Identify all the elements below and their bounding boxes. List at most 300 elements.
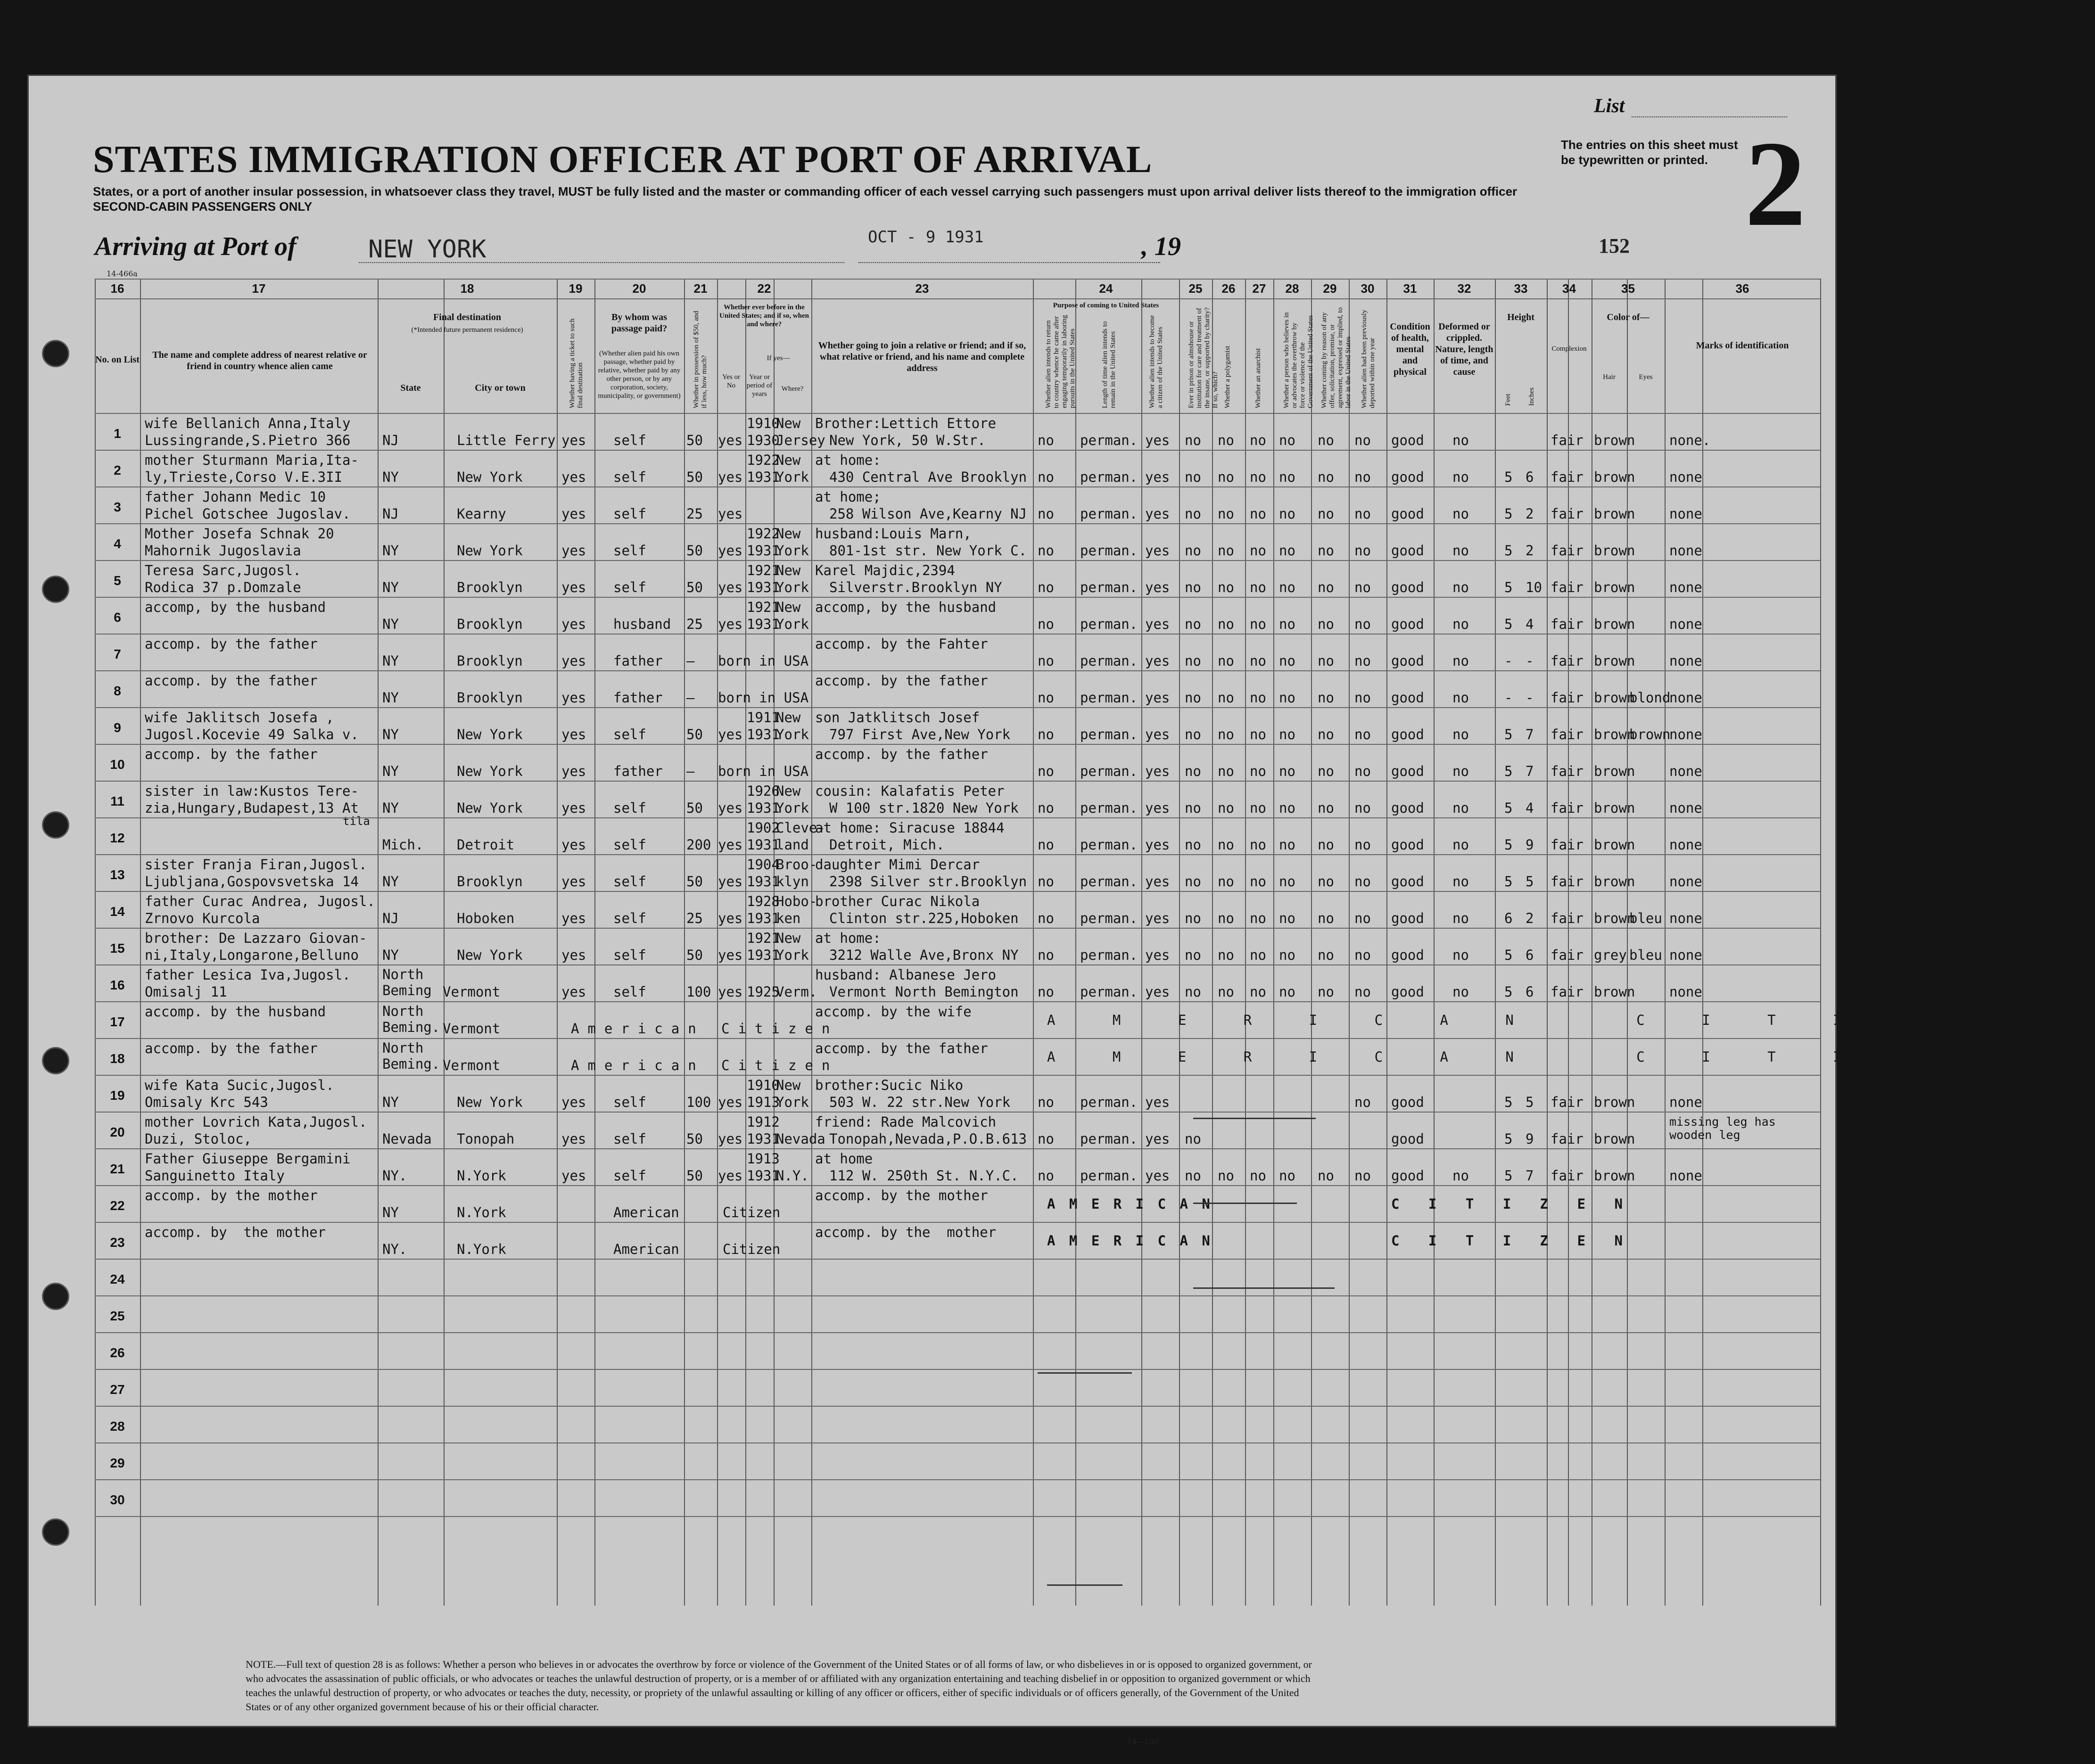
anarch-value: no [1250,1168,1266,1184]
citizen-value: yes [1145,984,1170,1000]
join-line: cousin: Kalafatis Peter [815,783,1005,799]
marks-value: none [1669,616,1702,632]
column-number: 17 [252,281,266,296]
column-number: 22 [757,281,771,296]
years-value: 1931 [747,579,780,595]
inches-value: 6 [1526,947,1534,963]
prison-value: no [1185,653,1201,669]
relative-line: accomp. by the mother [145,1187,318,1203]
row-number: 2 [114,463,121,478]
hair-value: brown [1594,763,1635,779]
row-number: 29 [110,1456,125,1470]
row-number: 25 [110,1309,125,1323]
prison-value: no [1185,469,1201,485]
col-header-yesno: Yes or No [722,373,741,389]
q28-value: no [1279,763,1295,779]
relative-line: mother Lovrich Kata,Jugosl. [145,1114,367,1130]
year-label: , 19 [1141,232,1181,261]
hair-value: brown [1594,506,1635,522]
join-line: 503 W. 22 str.New York [829,1094,1011,1110]
join-line: 258 Wilson Ave,Kearny NJ [829,506,1027,522]
deformed-value: no [1452,984,1469,1000]
row-number: 13 [110,867,125,882]
money-value: 200 [686,837,711,853]
destination-state: NY [382,1204,399,1220]
where-value: York [776,543,809,559]
col-header-passage: By whom was passage paid? [611,312,668,334]
destination-city: Brooklyn [457,690,523,706]
destination-city: Detroit [457,837,515,853]
join-line: Clinton str.225,Hoboken [829,910,1019,926]
relative-line: brother: De Lazzaro Giovan- [145,930,367,946]
col-header-polygamist: Whether a polygamist [1224,346,1231,408]
where-value: York [776,1094,809,1110]
q30-value: no [1354,910,1371,926]
years-value: 1931 [747,874,780,890]
ticket-value: yes [561,653,586,669]
return-value: no [1038,984,1054,1000]
column-number: 24 [1099,281,1113,296]
where-value: N.Y. [776,1168,809,1184]
destination-city: Vermont [443,1021,501,1037]
before-value: yes [718,579,743,595]
marks-value: none [1669,1094,1702,1110]
q30-value: no [1354,984,1371,1000]
destination-city: New York [457,763,523,779]
complexion-value: fair [1551,543,1584,559]
destination-city: New York [457,543,523,559]
relative-line: Omisalj 11 [145,984,227,1000]
where-value: York [776,726,809,742]
page-number: 152 [1599,234,1630,257]
inches-value: 6 [1526,469,1534,485]
polyg-value: no [1218,432,1234,448]
passage-value: self [613,1168,646,1184]
eyes-value: bleu [1629,910,1662,926]
manifest-sheet [27,74,2095,1746]
marks-value: none [1669,984,1702,1000]
where-value: New [776,599,801,615]
relative-line: Sanguinetto Italy [145,1168,285,1184]
q28-value: no [1279,874,1295,890]
citizen-status: A M E R I C A N C I T I Z E N [1047,1012,2062,1028]
join-line: at home [815,1151,873,1167]
prison-value: no [1185,947,1201,963]
complexion-value: fair [1551,1168,1584,1184]
relative-line: wife Bellanich Anna,Italy [145,415,351,431]
column-number: 19 [569,281,583,296]
length-value: perman. [1080,837,1138,853]
date-stamp: OCT - 9 1931 [868,228,984,247]
deformed-value: no [1452,469,1469,485]
anarch-value: no [1250,800,1266,816]
money-value: — [686,690,695,706]
money-value: 100 [686,1094,711,1110]
ticket-value: yes [561,947,586,963]
entries-note-line: The entries on this sheet must [1561,138,1738,152]
complexion-value: fair [1551,726,1584,742]
inches-value: 7 [1526,726,1534,742]
return-value: no [1038,653,1054,669]
health-value: good [1391,1168,1424,1184]
citizen-value: yes [1145,1094,1170,1110]
col-header-before: Whether ever before in the United States; and if so, when and where? [719,304,809,328]
instruction-line: SECOND-CABIN PASSENGERS ONLY [93,199,313,214]
ticket-value: yes [561,579,586,595]
deformed-value: no [1452,432,1469,448]
prison-value: no [1185,874,1201,890]
destination-city: New York [457,1094,523,1110]
health-value: good [1391,432,1424,448]
prison-value: no [1185,432,1201,448]
join-line: Karel Majdic,2394 [815,562,955,578]
binder-hole [42,1518,69,1546]
passage-value: self [613,469,646,485]
handwritten-mark [1193,1203,1297,1204]
q30-value: no [1354,726,1371,742]
deformed-value: no [1452,616,1469,632]
destination-city: Little Ferry [457,432,556,448]
before-value: yes [718,910,743,926]
where-value: Nevada [776,1131,825,1147]
col-header-eyes: Eyes [1639,373,1653,381]
return-value: no [1038,910,1054,926]
join-line: 430 Central Ave Brooklyn [829,469,1027,485]
col-header-q28: Whether a person who believes in or advocates the overthrow by force or violence of the Government of the United States [1283,312,1314,408]
passage-value: self [613,984,646,1000]
col-header-ticket: Whether having a ticket to such final destination [569,318,584,408]
length-value: perman. [1080,506,1138,522]
before-value: yes [718,469,743,485]
deformed-value: no [1452,910,1469,926]
prison-value: no [1185,1168,1201,1184]
destination-city: N.York [457,1241,506,1257]
return-value: no [1038,469,1054,485]
q30-value: no [1354,1094,1371,1110]
polyg-value: no [1218,616,1234,632]
length-value: perman. [1080,543,1138,559]
join-line: 3212 Walle Ave,Bronx NY [829,947,1019,963]
years-value: 1931 [747,800,780,816]
join-line: son Jatklitsch Josef [815,709,980,725]
deformed-value: no [1452,543,1469,559]
inches-value: 9 [1526,1131,1534,1147]
binder-hole [42,576,69,603]
hair-value: brown [1594,726,1635,742]
q28-value: no [1279,947,1295,963]
ticket-value: yes [561,910,586,926]
col-header-where: Where? [781,385,804,393]
years-value: 1913 [747,1151,780,1167]
before-value: born in USA [718,690,809,706]
health-value: good [1391,947,1424,963]
return-value: no [1038,726,1054,742]
deformed-value: no [1452,763,1469,779]
polyg-value: no [1218,910,1234,926]
feet-value: - [1504,653,1513,669]
inches-value: 9 [1526,837,1534,853]
marks-value: none [1669,543,1702,559]
hair-value: brown [1594,543,1635,559]
marks-value: missing leg has wooden leg [1669,1115,1776,1142]
anarch-value: no [1250,616,1266,632]
row-number: 22 [110,1198,125,1213]
manifest-table [95,279,2095,1606]
column-number: 35 [1621,281,1635,296]
row-number: 9 [114,720,121,735]
entries-note [1561,137,1738,167]
col-header-complexion: Complexion [1551,345,1587,353]
binder-hole [42,1283,69,1310]
return-value: no [1038,690,1054,706]
destination-state: NY [382,763,399,779]
money-value: 50 [686,726,703,742]
q30-value: no [1354,1168,1371,1184]
where-value: New [776,452,801,468]
q28-value: no [1279,469,1295,485]
length-value: perman. [1080,579,1138,595]
inches-value: 7 [1526,1168,1534,1184]
q29-value: no [1318,947,1334,963]
complexion-value: fair [1551,432,1584,448]
money-value: 25 [686,506,703,522]
join-line: W 100 str.1820 New York [829,800,1019,816]
feet-value: 5 [1504,800,1513,816]
page-title: STATES IMMIGRATION OFFICER AT PORT OF ARRIVAL [93,138,1153,181]
where-value: New [776,562,801,578]
polyg-value: no [1218,690,1234,706]
ticket-value: yes [561,874,586,890]
where-value: York [776,616,809,632]
money-value: 50 [686,947,703,963]
column-number: 18 [460,281,474,296]
destination-city: New York [457,800,523,816]
polyg-value: no [1218,763,1234,779]
health-value: good [1391,726,1424,742]
destination-state: NJ [382,910,399,926]
money-value: 50 [686,874,703,890]
polyg-value: no [1218,469,1234,485]
before-value: yes [718,1168,743,1184]
passage-value: self [613,432,646,448]
col-header-deformed: Deformed or crippled. Nature, length of time, and cause [1435,321,1493,377]
join-line: daughter Mimi Dercar [815,857,980,873]
length-value: perman. [1080,432,1138,448]
money-value: — [686,653,695,669]
destination-city: New York [457,947,523,963]
destination-state: NY [382,469,399,485]
row-number: 23 [110,1235,125,1250]
length-value: perman. [1080,1094,1138,1110]
where-value: York [776,947,809,963]
prison-value: no [1185,690,1201,706]
where-value: New [776,930,801,946]
destination-city: N.York [457,1204,506,1220]
feet-value: 5 [1504,543,1513,559]
money-value: 50 [686,469,703,485]
years-value: 1902 [747,820,780,836]
join-line: husband:Louis Marn, [815,526,972,542]
relative-line: sister Franja Firan,Jugosl. [145,857,367,873]
q29-value: no [1318,837,1334,853]
relative-line: father Johann Medic 10 [145,489,326,505]
q30-value: no [1354,469,1371,485]
before-value: yes [718,616,743,632]
row-number: 24 [110,1272,125,1286]
q29-value: no [1318,874,1334,890]
inches-value: 2 [1526,543,1534,559]
health-value: good [1391,469,1424,485]
citizen-value: yes [1145,874,1170,890]
q28-value: no [1279,579,1295,595]
row-number: 16 [110,978,125,992]
prison-value: no [1185,800,1201,816]
handwritten-mark [1193,1287,1335,1289]
citizen-span: American Citizen [571,1057,839,1073]
health-value: good [1391,579,1424,595]
health-value: good [1391,1094,1424,1110]
citizen-status: A M E R I C A N [1047,1196,1213,1212]
join-line: 801-1st str. New York C. [829,543,1027,559]
anarch-value: no [1250,579,1266,595]
col-header-state: State [400,383,421,393]
relative-line: Lussingrande,S.Pietro 366 [145,432,351,448]
footnote: NOTE.—Full text of question 28 is as follows: Whether a person who believes in or advocates the overthrow by force or violence of the Government of the United States or of all forms of law, or who disbelieves in or is opposed to organized government, or who advocates the assassination of public officials, or who advocates or teaches the unlawful destruction of property, or is a member of or affiliated with any organization entertaining and teaching disbelief in or opposition to organized government or which teaches the unlawful destruction of property, or who advocates or teaches the duty, necessity, or propriety of the unlawful assaulting or killing of any officer or officers, either of specific individuals or of officers generally, of the Government of the United States or of any other organized government because of his or their official character. [246,1658,1312,1713]
feet-value: 5 [1504,579,1513,595]
footer-code: 14—130 [1127,1737,1159,1746]
citizen-value: yes [1145,947,1170,963]
health-value: good [1391,690,1424,706]
citizen-status: A M E R I C A N C I T I Z E N! [1047,1049,2095,1065]
citizen-value: yes [1145,910,1170,926]
column-number: 16 [110,281,124,296]
feet-value: 5 [1504,616,1513,632]
destination-city: Brooklyn [457,579,523,595]
citizen-value: yes [1145,579,1170,595]
citizen-value: yes [1145,616,1170,632]
q28-value: no [1279,506,1295,522]
where-value: Verm. [776,984,817,1000]
deformed-value: no [1452,874,1469,890]
years-value: 1921 [747,930,780,946]
before-value: yes [718,506,743,522]
relative-line: mother Sturmann Maria,Ita- [145,452,359,468]
marks-value: none [1669,763,1702,779]
where-value: klyn [776,874,809,890]
citizen-span: American [613,1241,679,1257]
eyes-value: bleu [1629,947,1662,963]
hair-value: brown [1594,653,1635,669]
destination-state: NY [382,726,399,742]
inches-value: 4 [1526,800,1534,816]
citizen-value: yes [1145,1168,1170,1184]
ticket-value: yes [561,984,586,1000]
destination-state: NY [382,874,399,890]
length-value: perman. [1080,763,1138,779]
where-value: York [776,579,809,595]
destination-city: Hoboken [457,910,515,926]
passage-value: self [613,726,646,742]
where-value: Jersey [776,432,825,448]
row-number: 17 [110,1014,125,1029]
relative-line: Mahornik Jugoslavia [145,543,301,559]
destination-state: NY [382,690,399,706]
passage-value: husband [613,616,671,632]
q30-value: no [1354,543,1371,559]
anarch-value: no [1250,947,1266,963]
years-value: 1931 [747,837,780,853]
citizen-span: American [613,1204,679,1220]
eyes-value: brown [1629,726,1671,742]
where-value: New [776,526,801,542]
join-line: Brother:Lettich Ettore [815,415,997,431]
column-number: 28 [1285,281,1299,296]
length-value: perman. [1080,910,1138,926]
prison-value: no [1185,506,1201,522]
money-value: 50 [686,543,703,559]
q29-value: no [1318,506,1334,522]
years-value: 1931 [747,1168,780,1184]
complexion-value: fair [1551,469,1584,485]
before-value: yes [718,984,743,1000]
sheet-number: 2 [1745,116,1806,252]
q29-value: no [1318,653,1334,669]
relative-line: father Lesica Iva,Jugosl. [145,967,351,983]
feet-value: 5 [1504,469,1513,485]
length-value: perman. [1080,800,1138,816]
join-line: Detroit, Mich. [829,837,945,853]
years-value: 1910 [747,415,780,431]
relative-line: ni,Italy,Longarone,Belluno [145,947,359,963]
destination-state: North Beming. [382,1003,440,1035]
row-number: 10 [110,757,125,772]
column-number: 23 [915,281,929,296]
ticket-value: yes [561,726,586,742]
column-number: 25 [1188,281,1203,296]
money-value: 50 [686,1131,703,1147]
years-value: 1931 [747,1131,780,1147]
q30-value: no [1354,874,1371,890]
inches-value: 5 [1526,874,1534,890]
where-value: Cleve- [776,820,825,836]
return-value: no [1038,1168,1054,1184]
complexion-value: fair [1551,1131,1584,1147]
money-value: 50 [686,800,703,816]
anarch-value: no [1250,837,1266,853]
deformed-value: no [1452,837,1469,853]
join-line: accomp. by the father [815,1040,988,1056]
destination-state: NY [382,579,399,595]
relative-line: Rodica 37 p.Domzale [145,579,301,595]
relative-line: sister in law:Kustos Tere- [145,783,359,799]
col-header-length: Length of time alien intends to remain in the United States [1101,321,1117,408]
eyes-value: blond [1629,690,1671,706]
health-value: good [1391,543,1424,559]
col-header-passage-note: (Whether alien paid his own passage, whether paid by relative, whether paid by any other person, or by any corporation, society, municipality, or government) [598,350,681,400]
q30-value: no [1354,506,1371,522]
money-value: 25 [686,910,703,926]
column-number: 21 [693,281,708,296]
citizen-value: yes [1145,469,1170,485]
destination-state: NJ [382,506,399,522]
passage-value: father [613,690,663,706]
where-value: York [776,469,809,485]
column-number: 27 [1252,281,1266,296]
join-line: at home: [815,930,881,946]
complexion-value: fair [1551,616,1584,632]
length-value: perman. [1080,1168,1138,1184]
q29-value: no [1318,543,1334,559]
